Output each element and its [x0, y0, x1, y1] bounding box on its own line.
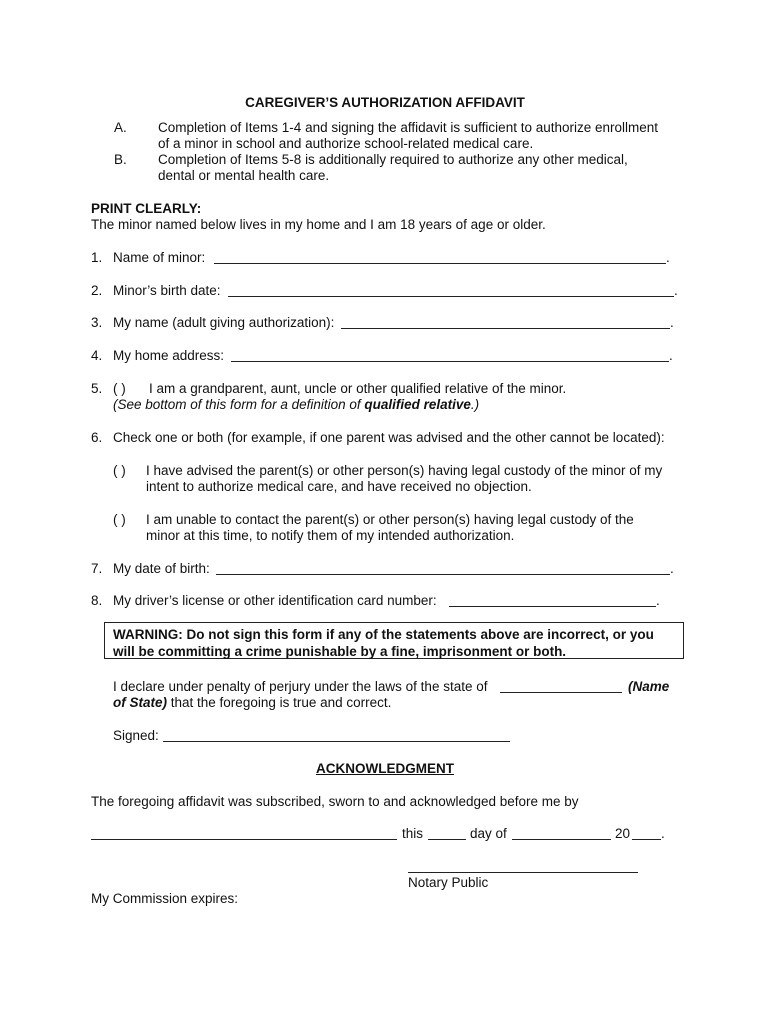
- ack-this-label: this: [402, 826, 424, 841]
- warning-line-1: WARNING: Do not sign this form if any of the statements above are incorrect, or you: [113, 627, 654, 642]
- warning-line-2: will be committing a crime punishable by a fine, imprisonment or both.: [113, 644, 567, 659]
- item-8-period: .: [656, 593, 660, 608]
- intro-a-letter: A.: [114, 120, 127, 135]
- acknowledgment-statement: The foregoing affidavit was subscribed, sworn to and acknowledged before me by: [91, 794, 579, 809]
- commission-expires-label: My Commission expires:: [91, 891, 239, 906]
- intro-b-line2: dental or mental health care.: [158, 168, 330, 183]
- ack-month-field[interactable]: [512, 824, 611, 840]
- minor-statement: The minor named below lives in my home and I am 18 years of age or older.: [91, 217, 546, 232]
- item-2-period: .: [674, 283, 678, 298]
- item-4-label: My home address:: [113, 348, 225, 363]
- item-3-label: My name (adult giving authorization):: [113, 315, 335, 330]
- item-6-option-2-line1: I am unable to contact the parent(s) or other person(s) having legal custody of the: [146, 512, 634, 527]
- ack-year-field[interactable]: [632, 824, 661, 840]
- minor-birth-date-field[interactable]: [228, 281, 674, 297]
- ack-period: .: [661, 826, 665, 841]
- item-6-option-1-checkbox[interactable]: ( ): [113, 463, 126, 478]
- item-6-option-1-line1: I have advised the parent(s) or other person(s) having legal custody of the minor of my: [146, 463, 663, 478]
- intro-b-letter: B.: [114, 152, 127, 167]
- signature-field[interactable]: [163, 726, 510, 742]
- notary-signature-field[interactable]: [408, 857, 638, 873]
- item-4-number: 4.: [91, 348, 103, 363]
- minor-name-field[interactable]: [214, 248, 666, 264]
- ack-day-of-label: day of: [470, 826, 507, 841]
- home-address-field[interactable]: [231, 346, 669, 362]
- declaration-text: I declare under penalty of perjury under the laws of the state of: [113, 679, 488, 694]
- item-6-option-2-checkbox[interactable]: ( ): [113, 512, 126, 527]
- caregiver-birth-date-field[interactable]: [216, 559, 670, 575]
- qualified-relative-term: qualified relative: [364, 397, 471, 412]
- warning-box: [104, 622, 684, 659]
- item-8-number: 8.: [91, 593, 103, 608]
- state-name-field[interactable]: [500, 677, 622, 693]
- item-8-label: My driver’s license or other identification card number:: [113, 593, 437, 608]
- intro-b-line1: Completion of Items 5-8 is additionally required to authorize any other medical,: [158, 152, 628, 167]
- item-5-checkbox[interactable]: ( ): [113, 381, 126, 396]
- item-6-label: Check one or both (for example, if one parent was advised and the other cannot be located):: [113, 430, 665, 445]
- item-1-label: Name of minor:: [113, 250, 206, 265]
- ack-year-prefix: 20: [615, 826, 631, 841]
- declaration-name-hint: (Name: [628, 679, 670, 694]
- declaration-line-2: of State) that the foregoing is true and correct.: [113, 695, 392, 710]
- item-3-number: 3.: [91, 315, 103, 330]
- caregiver-name-field[interactable]: [341, 313, 670, 329]
- item-6-number: 6.: [91, 430, 103, 445]
- item-7-label: My date of birth:: [113, 561, 210, 576]
- signed-label: Signed:: [113, 728, 159, 743]
- intro-a-line1: Completion of Items 1-4 and signing the affidavit is sufficient to authorize enrollment: [158, 120, 659, 135]
- print-clearly-heading: PRINT CLEARLY:: [91, 201, 202, 216]
- item-1-number: 1.: [91, 250, 103, 265]
- item-1-period: .: [666, 250, 670, 265]
- intro-a-line2: of a minor in school and authorize school-related medical care.: [158, 136, 534, 151]
- item-4-period: .: [669, 348, 673, 363]
- document-title: CAREGIVER’S AUTHORIZATION AFFIDAVIT: [245, 95, 525, 110]
- id-card-number-field[interactable]: [449, 591, 656, 607]
- item-3-period: .: [670, 315, 674, 330]
- item-7-number: 7.: [91, 561, 103, 576]
- item-7-period: .: [670, 561, 674, 576]
- item-5-note: (See bottom of this form for a definition of qualified relative.): [113, 397, 480, 412]
- item-6-option-2-line2: minor at this time, to notify them of my intended authorization.: [146, 528, 515, 543]
- ack-day-field[interactable]: [428, 824, 466, 840]
- acknowledgment-heading: ACKNOWLEDGMENT: [316, 761, 454, 776]
- notary-public-label: Notary Public: [408, 875, 489, 890]
- item-5-number: 5.: [91, 381, 103, 396]
- item-2-label: Minor’s birth date:: [113, 283, 221, 298]
- item-5-label: I am a grandparent, aunt, uncle or other qualified relative of the minor.: [149, 381, 567, 396]
- item-2-number: 2.: [91, 283, 103, 298]
- warning-text: [113, 626, 654, 660]
- item-6-option-1-line2: intent to authorize medical care, and have received no objection.: [146, 479, 532, 494]
- affiant-name-field[interactable]: [91, 824, 397, 840]
